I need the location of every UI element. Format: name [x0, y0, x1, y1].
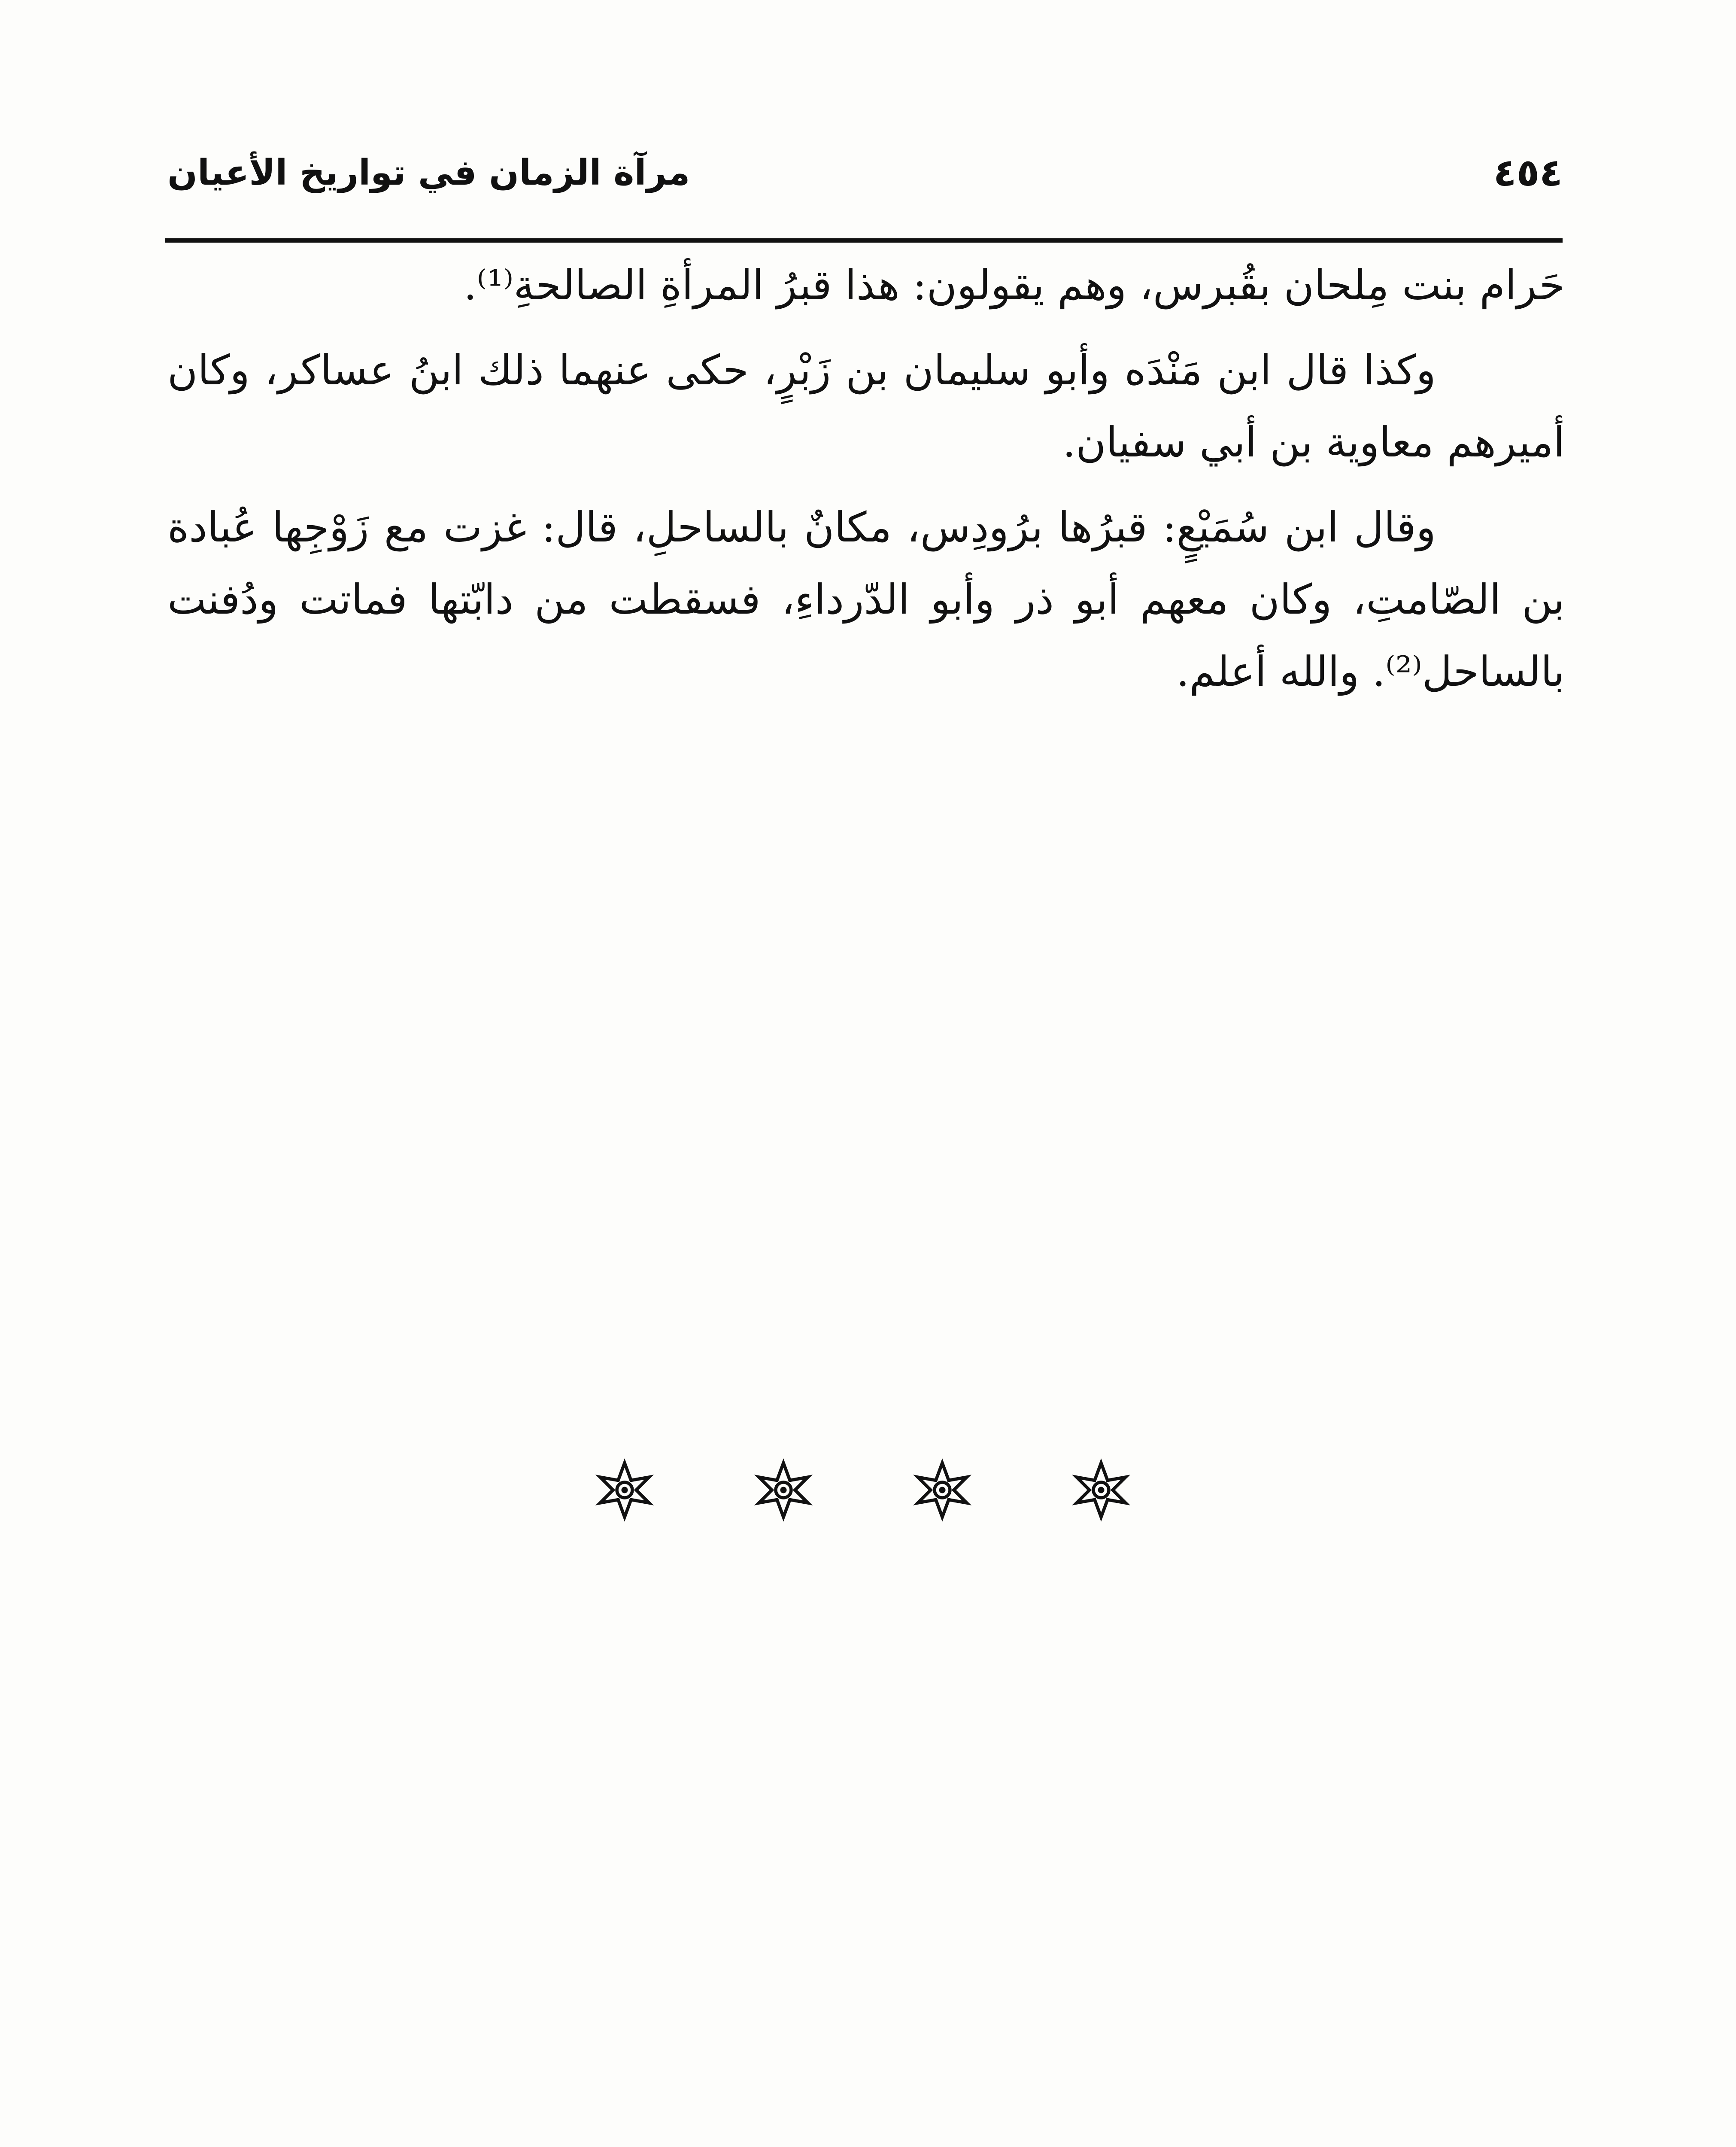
page-header: [167, 142, 1563, 219]
paragraph-2: وكذا قال ابن مَنْدَه وأبو سليمان بن زَبْرٍ، حكى عنهما ذلك ابنُ عساكر، وكان أميرهم معاوية بن أبي سفيان.: [167, 346, 1565, 466]
running-title: مرآة الزمان في تواريخ الأعيان: [167, 152, 690, 193]
floral-ornament-icon: [592, 1458, 657, 1522]
section-end-ornaments: [592, 1456, 1133, 1524]
page-number: ٤٥٤: [1493, 150, 1563, 195]
floral-ornament-icon: [910, 1458, 974, 1522]
floral-ornament-icon: [751, 1458, 816, 1522]
floral-ornament-icon: [1069, 1458, 1133, 1522]
paragraph-3: وقال ابن سُمَيْعٍ: قبرُها برُودِس، مكانٌ بالساحلِ، قال: غزت مع زَوْجِها عُبادة بن الصّامتِ، وكان معهم أبو ذر وأبو الدّرداءِ، فسقطت من دابّتها فماتت ودُفنت بالساحل⁽²⁾. والله أعلم.: [167, 503, 1565, 696]
paragraph-1: حَرام بنت مِلحان بقُبرس، وهم يقولون: هذا قبرُ المرأةِ الصالحةِ⁽¹⁾.: [464, 261, 1565, 309]
header-rule: [165, 238, 1563, 243]
main-text: [167, 249, 1565, 721]
